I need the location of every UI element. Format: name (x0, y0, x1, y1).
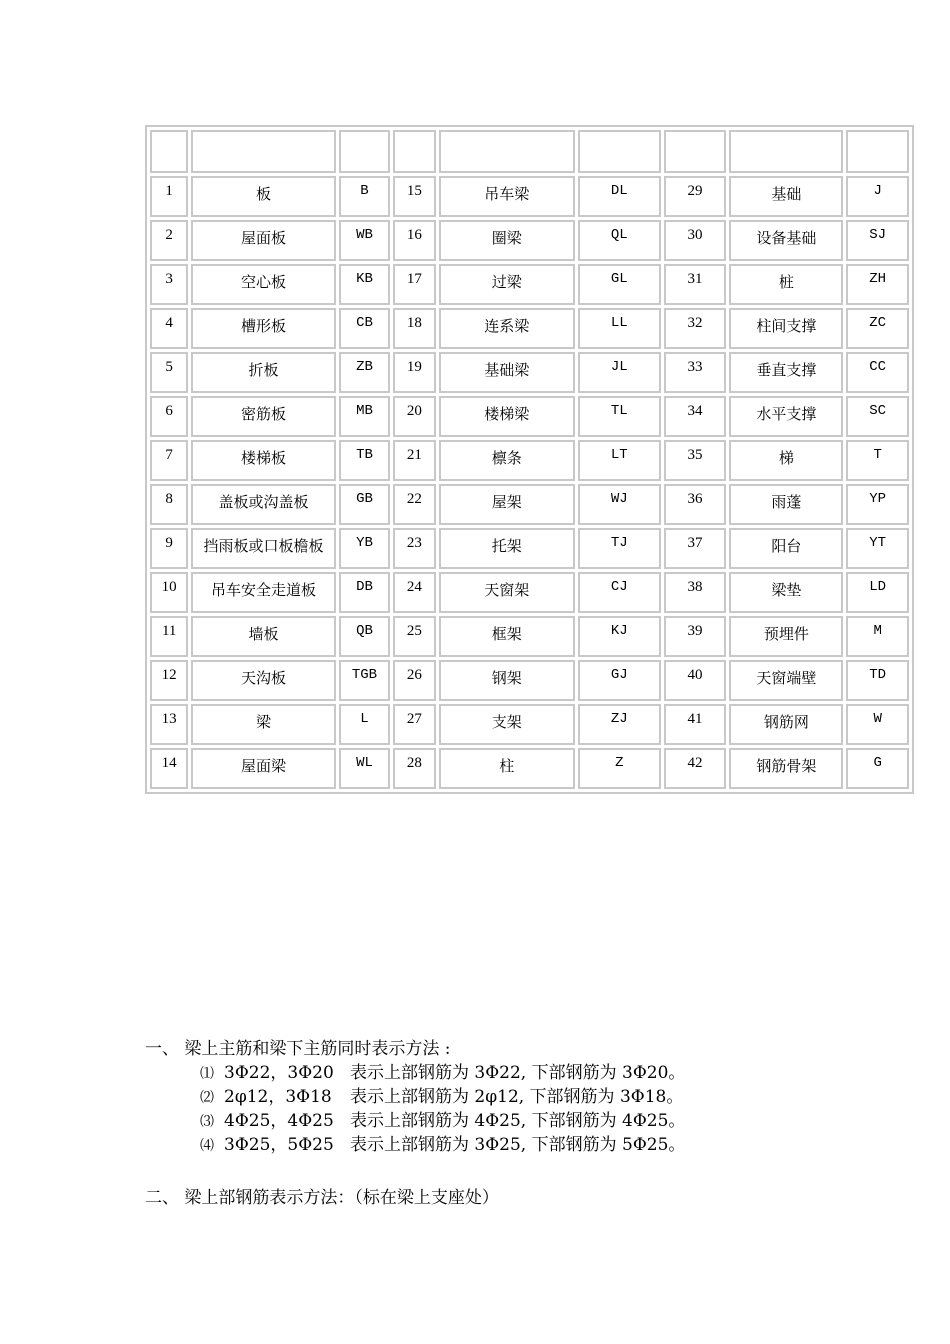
table-cell-number: 29 (664, 176, 727, 217)
table-cell-number: 21 (393, 440, 435, 481)
table-cell-number: 36 (664, 484, 727, 525)
table-cell-code: TD (846, 660, 909, 701)
table-cell-code: CC (846, 352, 909, 393)
table-cell-code: ZB (339, 352, 390, 393)
table-cell-number: 3 (150, 264, 188, 305)
table-cell-name: 钢筋网 (729, 704, 843, 745)
table-cell-code: DB (339, 572, 390, 613)
table-cell-code: MB (339, 396, 390, 437)
table-cell-name: 过梁 (439, 264, 575, 305)
table-row (150, 660, 909, 701)
item-index: ⑴ (200, 1066, 214, 1082)
table-cell-name: 设备基础 (729, 220, 843, 261)
table-cell-code: GB (339, 484, 390, 525)
table-cell-name: 框架 (439, 616, 575, 657)
table-cell-code: W (846, 704, 909, 745)
table-cell-code: LD (846, 572, 909, 613)
item-expression: 2φ12，3Φ18 (224, 1087, 332, 1107)
table-cell-code: QB (339, 616, 390, 657)
table-cell-name: 折板 (191, 352, 335, 393)
table-cell-number: 15 (393, 176, 435, 217)
table-row (150, 484, 909, 525)
table-cell-number: 8 (150, 484, 188, 525)
table-cell-name: 吊车梁 (439, 176, 575, 217)
item-description: 表示上部钢筋为 3Φ22, 下部钢筋为 3Φ20。 (350, 1063, 686, 1083)
header-cell (339, 130, 390, 173)
table-cell-number: 11 (150, 616, 188, 657)
table-cell-name: 吊车安全走道板 (191, 572, 335, 613)
header-cell (846, 130, 909, 173)
table-cell-code: T (846, 440, 909, 481)
table-cell-number: 23 (393, 528, 435, 569)
table-cell-name: 柱间支撑 (729, 308, 843, 349)
table-cell-code: GJ (578, 660, 661, 701)
table-cell-name: 阳台 (729, 528, 843, 569)
table-row (150, 176, 909, 217)
table-cell-number: 16 (393, 220, 435, 261)
table-cell-code: CB (339, 308, 390, 349)
table-cell-code: TB (339, 440, 390, 481)
table-cell-code: LL (578, 308, 661, 349)
table-cell-number: 31 (664, 264, 727, 305)
table-cell-number: 40 (664, 660, 727, 701)
table-cell-code: ZC (846, 308, 909, 349)
table-cell-name: 梯 (729, 440, 843, 481)
table-row (150, 396, 909, 437)
table-cell-name: 挡雨板或口板檐板 (191, 528, 335, 569)
table-cell-code: ZJ (578, 704, 661, 745)
section-2-title: 二、 梁上部钢筋表示方法：（标在梁上支座处） (145, 1188, 499, 1208)
table-cell-name: 钢筋骨架 (729, 748, 843, 789)
table-cell-name: 屋架 (439, 484, 575, 525)
table-cell-number: 32 (664, 308, 727, 349)
table-cell-number: 18 (393, 308, 435, 349)
table-cell-name: 基础梁 (439, 352, 575, 393)
item-expression: 3Φ25，5Φ25 (224, 1135, 334, 1155)
table-cell-name: 密筋板 (191, 396, 335, 437)
header-cell (664, 130, 727, 173)
table-cell-number: 35 (664, 440, 727, 481)
table-cell-number: 2 (150, 220, 188, 261)
table-row (150, 616, 909, 657)
table-cell-number: 22 (393, 484, 435, 525)
table-cell-number: 20 (393, 396, 435, 437)
table-cell-number: 7 (150, 440, 188, 481)
table-cell-name: 钢架 (439, 660, 575, 701)
table-row (150, 220, 909, 261)
table-cell-number: 4 (150, 308, 188, 349)
table-cell-number: 34 (664, 396, 727, 437)
table-cell-code: JL (578, 352, 661, 393)
table-cell-code: KB (339, 264, 390, 305)
table-cell-code: CJ (578, 572, 661, 613)
table-row (150, 440, 909, 481)
table-cell-code: YT (846, 528, 909, 569)
item-index: ⑵ (200, 1090, 214, 1106)
table-cell-code: ZH (846, 264, 909, 305)
table-cell-number: 1 (150, 176, 188, 217)
table-cell-name: 基础 (729, 176, 843, 217)
table-cell-code: WB (339, 220, 390, 261)
section-1-title: 一、 梁上主筋和梁下主筋同时表示方法 : (145, 1039, 451, 1059)
table-cell-code: Z (578, 748, 661, 789)
table-cell-name: 楼梯板 (191, 440, 335, 481)
table-cell-number: 38 (664, 572, 727, 613)
table-cell-code: TJ (578, 528, 661, 569)
table-cell-name: 天窗端壁 (729, 660, 843, 701)
table-cell-code: KJ (578, 616, 661, 657)
table-cell-code: LT (578, 440, 661, 481)
item-description: 表示上部钢筋为 3Φ25, 下部钢筋为 5Φ25。 (350, 1135, 686, 1155)
table-cell-code: B (339, 176, 390, 217)
header-cell (729, 130, 843, 173)
table-cell-code: SJ (846, 220, 909, 261)
table-cell-code: DL (578, 176, 661, 217)
table-cell-name: 盖板或沟盖板 (191, 484, 335, 525)
table-cell-name: 梁垫 (729, 572, 843, 613)
table-cell-number: 28 (393, 748, 435, 789)
table-cell-code: M (846, 616, 909, 657)
table-cell-code: TL (578, 396, 661, 437)
table-cell-name: 托架 (439, 528, 575, 569)
table-cell-code: YP (846, 484, 909, 525)
item-expression: 4Φ25，4Φ25 (224, 1111, 334, 1131)
table-cell-number: 27 (393, 704, 435, 745)
header-cell (150, 130, 188, 173)
table-row (150, 264, 909, 305)
table-cell-number: 10 (150, 572, 188, 613)
table-cell-name: 楼梯梁 (439, 396, 575, 437)
table-cell-number: 30 (664, 220, 727, 261)
item-expression: 3Φ22，3Φ20 (224, 1063, 334, 1083)
table-cell-code: G (846, 748, 909, 789)
list-item (200, 1109, 685, 1134)
table-cell-name: 屋面板 (191, 220, 335, 261)
table-cell-code: WL (339, 748, 390, 789)
table-cell-code: SC (846, 396, 909, 437)
table-cell-number: 33 (664, 352, 727, 393)
table-cell-number: 41 (664, 704, 727, 745)
header-cell (191, 130, 335, 173)
item-index: ⑷ (200, 1138, 214, 1154)
header-cell (439, 130, 575, 173)
table-row (150, 352, 909, 393)
list-item (200, 1085, 683, 1110)
table-row (150, 704, 909, 745)
table-row (150, 748, 909, 789)
table-cell-name: 墙板 (191, 616, 335, 657)
table-row (150, 528, 909, 569)
table-cell-name: 槽形板 (191, 308, 335, 349)
table-cell-name: 圈梁 (439, 220, 575, 261)
table-cell-name: 柱 (439, 748, 575, 789)
table-cell-code: J (846, 176, 909, 217)
table-cell-number: 12 (150, 660, 188, 701)
table-cell-name: 板 (191, 176, 335, 217)
table-header-row (150, 130, 909, 173)
table-cell-number: 9 (150, 528, 188, 569)
item-description: 表示上部钢筋为 2φ12, 下部钢筋为 3Φ18。 (350, 1087, 684, 1107)
table-cell-number: 14 (150, 748, 188, 789)
table-cell-code: WJ (578, 484, 661, 525)
item-description: 表示上部钢筋为 4Φ25, 下部钢筋为 4Φ25。 (350, 1111, 686, 1131)
table-row (150, 308, 909, 349)
table-cell-name: 雨蓬 (729, 484, 843, 525)
component-code-table (145, 125, 914, 794)
table-cell-number: 42 (664, 748, 727, 789)
table-cell-number: 6 (150, 396, 188, 437)
table-cell-number: 37 (664, 528, 727, 569)
table-cell-name: 桩 (729, 264, 843, 305)
list-item (200, 1133, 685, 1158)
item-index: ⑶ (200, 1114, 214, 1130)
list-item (200, 1061, 685, 1086)
table-cell-number: 25 (393, 616, 435, 657)
table-cell-name: 垂直支撑 (729, 352, 843, 393)
table-cell-code: YB (339, 528, 390, 569)
table-cell-number: 24 (393, 572, 435, 613)
table-cell-name: 天窗架 (439, 572, 575, 613)
table-cell-number: 19 (393, 352, 435, 393)
table-cell-number: 17 (393, 264, 435, 305)
table-cell-name: 梁 (191, 704, 335, 745)
header-cell (578, 130, 661, 173)
table-cell-number: 13 (150, 704, 188, 745)
table-cell-name: 屋面梁 (191, 748, 335, 789)
table-cell-code: GL (578, 264, 661, 305)
table-cell-name: 预埋件 (729, 616, 843, 657)
table-cell-name: 天沟板 (191, 660, 335, 701)
table-cell-number: 5 (150, 352, 188, 393)
header-cell (393, 130, 435, 173)
table-cell-code: L (339, 704, 390, 745)
table-cell-name: 支架 (439, 704, 575, 745)
table-cell-name: 水平支撑 (729, 396, 843, 437)
table-cell-name: 空心板 (191, 264, 335, 305)
table-cell-code: QL (578, 220, 661, 261)
table-cell-number: 39 (664, 616, 727, 657)
table-cell-name: 连系梁 (439, 308, 575, 349)
table-cell-number: 26 (393, 660, 435, 701)
table-cell-code: TGB (339, 660, 390, 701)
table-cell-name: 檩条 (439, 440, 575, 481)
table-row (150, 572, 909, 613)
